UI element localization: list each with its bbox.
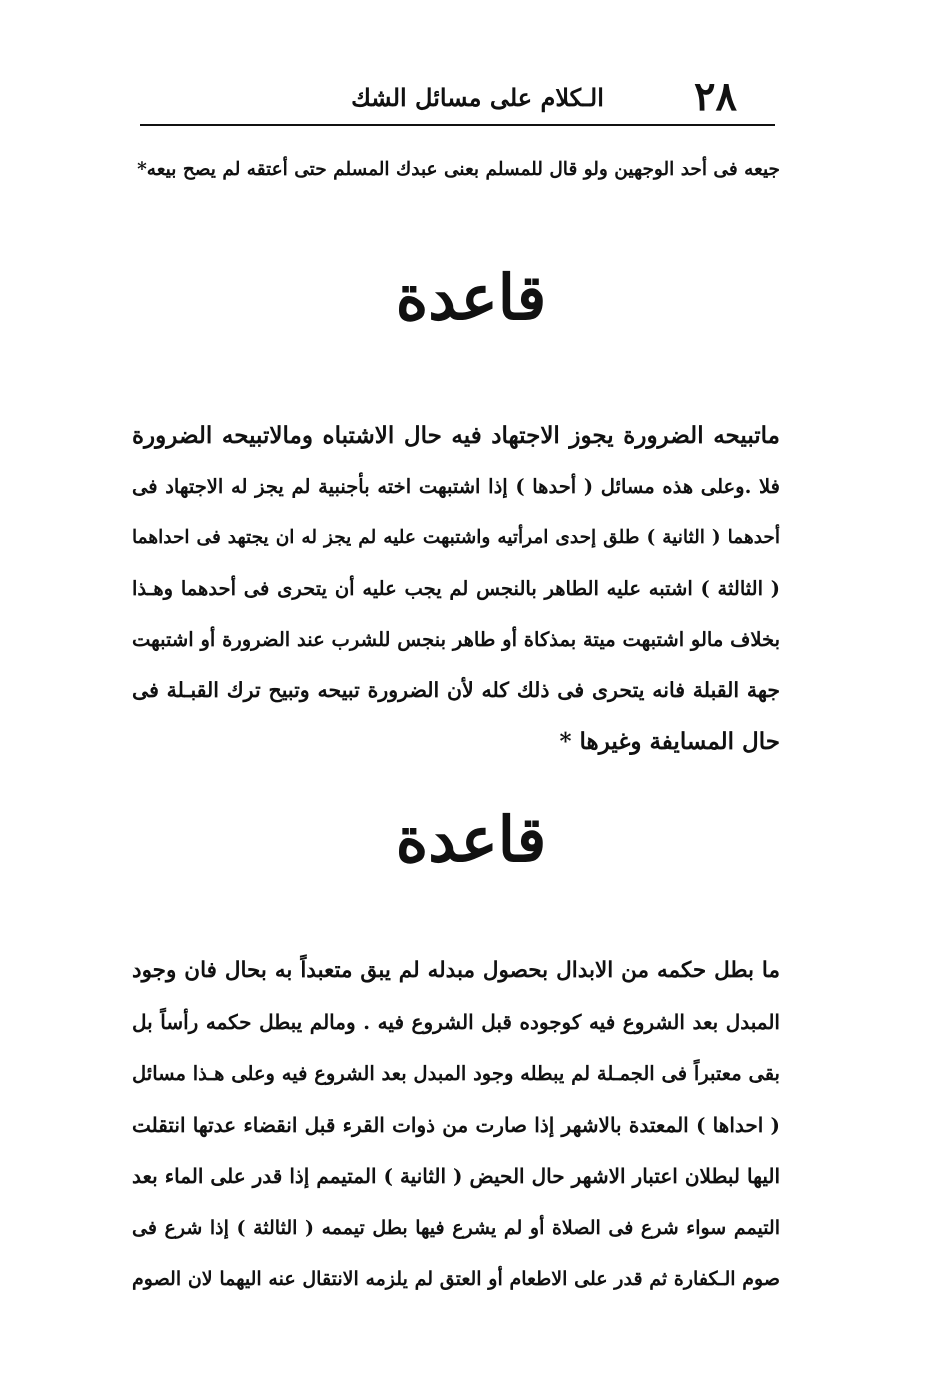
section-heading-rule-1: قاعدة — [395, 261, 547, 334]
page-header — [140, 72, 775, 122]
text-line: ( احداها ) المعتدة بالاشهر إذا صارت من ذوات القرء قبل انقضاء عدتها انتقلت — [132, 1112, 780, 1137]
text-line: ( الثالثة ) اشتبه عليه الطاهر بالنجس لم يجب عليه أن يتحرى فى أحدهما وهـذا — [132, 577, 780, 600]
text-line: ماتبيحه الضرورة يجوز الاجتهاد فيه حال الاشتباه ومالاتبيحه الضرورة — [132, 422, 780, 449]
header-rule — [140, 124, 775, 126]
text-line: فلا .وعلى هذه مسائل ( أحدها ) إذا اشتبهت اخته بأجنبية لم يجز له الاجتهاد فى — [132, 475, 780, 498]
text-line: جهة القبلة فانه يتحرى فى ذلك كله لأن الضرورة تبيحه وتبيح ترك القبـلة فى — [132, 678, 780, 702]
intro-paragraph — [132, 150, 780, 190]
text-line: التيمم سواء شرع فى الصلاة أو لم يشرع فيها بطل تيممه ( الثالثة ) إذا شرع فى — [132, 1216, 780, 1239]
text-line: ما بطل حكمه من الابدال بحصول مبدله لم يبق متعبداً به بحال فان وجود — [132, 958, 780, 983]
text-line: حال المسايفة وغيرها * — [559, 728, 780, 755]
text-line: المبدل بعد الشروع فيه كوجوده قبل الشروع فيه . ومالم يبطل حكمه رأساً بل — [132, 1009, 780, 1034]
section-2-paragraph — [132, 945, 780, 1306]
section-1-paragraph — [132, 410, 780, 767]
text-line: صوم الـكفارة ثم قدر على الاطعام أو العتق لم يلزمه الانتقال عنه اليهما لان الصوم — [132, 1268, 780, 1290]
running-title: الـكلام على مسائل الشك — [351, 83, 604, 112]
text-line: أحدهما ( الثانية ) طلق إحدى امرأتيه واشتبهت عليه لم يجز له ان يجتهد فى احداهما — [132, 527, 780, 548]
text-line: جيعه فى أحد الوجهين ولو قال للمسلم بعنى عبدك المسلم حتى أعتقه لم يصح بيعه* — [137, 159, 780, 180]
section-heading-rule-2: قاعدة — [395, 803, 547, 876]
text-line: بخلاف مالو اشتبهت ميتة بمذكاة أو طاهر بنجس للشرب عند الضرورة أو اشتبهت — [132, 628, 780, 651]
text-line: بقى معتبراً فى الجمـلة لم يبطله وجود المبدل بعد الشروع فيه وعلى هـذا مسائل — [132, 1062, 780, 1085]
page-number: ٢٨ — [694, 73, 737, 120]
text-line: اليها لبطلان اعتبار الاشهر حال الحيض ( الثانية ) المتيمم إذا قدر على الماء بعد — [132, 1164, 780, 1188]
